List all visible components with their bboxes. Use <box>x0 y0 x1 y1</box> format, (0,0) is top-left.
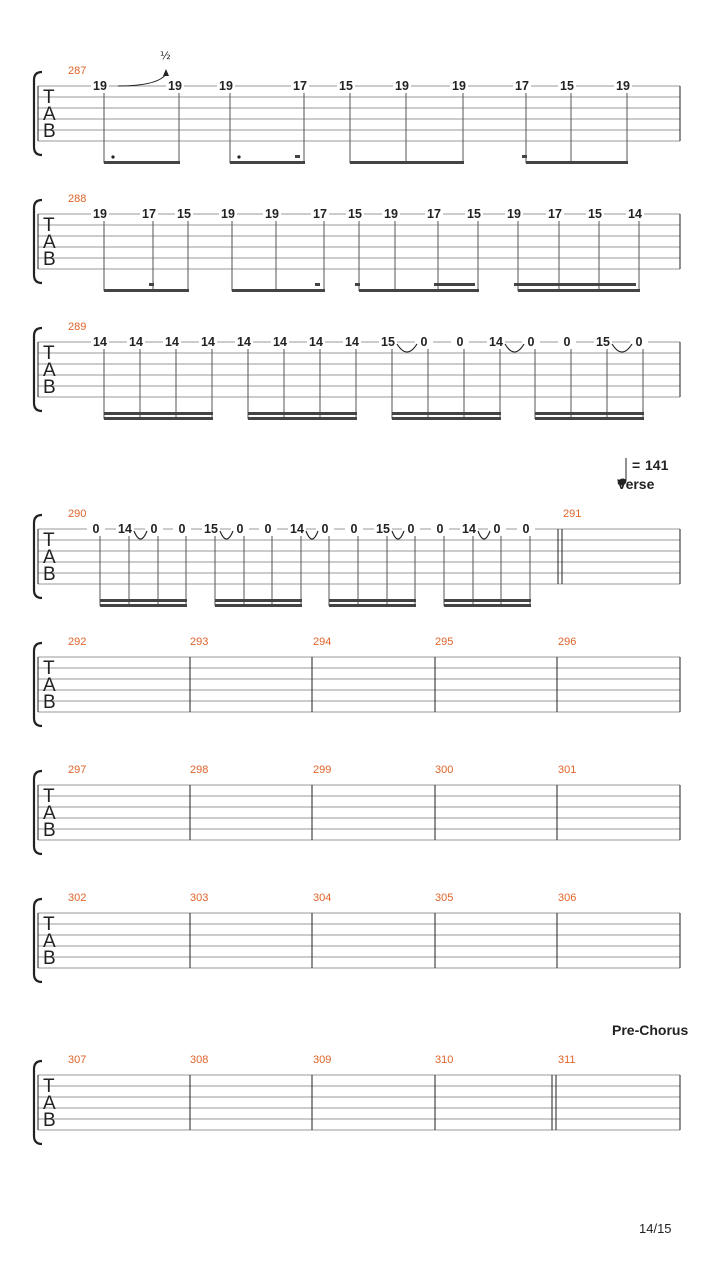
fret-number: 0 <box>321 522 329 536</box>
svg-text:B: B <box>43 820 56 841</box>
svg-text:A: A <box>43 360 56 381</box>
fret-number: 19 <box>395 79 409 93</box>
fret-number: 14 <box>345 335 359 349</box>
measure-number-302: 302 <box>68 892 87 904</box>
measure-number-306: 306 <box>558 892 577 904</box>
fret-number: 14 <box>462 522 476 536</box>
beam <box>392 412 501 415</box>
tab-clef-5 <box>43 658 56 713</box>
fret-number: 0 <box>563 335 571 349</box>
fret-number: 15 <box>560 79 574 93</box>
svg-text:B: B <box>43 377 56 398</box>
bend-arrow-icon <box>163 69 169 76</box>
tie-arc <box>505 344 524 352</box>
fret-number: 0 <box>456 335 464 349</box>
fret-number: 0 <box>522 522 530 536</box>
tie-arc <box>397 344 417 352</box>
fret-number: 19 <box>507 207 521 221</box>
staff-systems <box>34 72 680 1144</box>
fret-number: 19 <box>168 79 182 93</box>
partial-beam <box>295 155 300 158</box>
fret-number: 17 <box>515 79 529 93</box>
page-number: 14/15 <box>639 1221 672 1236</box>
measure-number-307: 307 <box>68 1054 87 1066</box>
measure-number-298: 298 <box>190 764 209 776</box>
fret-number: 14 <box>165 335 179 349</box>
rhythm-dot <box>111 155 114 158</box>
measure-number-303: 303 <box>190 892 209 904</box>
fret-number: 17 <box>142 207 156 221</box>
fret-number: 17 <box>427 207 441 221</box>
svg-text:B: B <box>43 564 56 585</box>
svg-text:A: A <box>43 104 56 125</box>
beam <box>248 412 357 415</box>
svg-text:T: T <box>43 530 55 551</box>
beam <box>100 604 187 607</box>
section-label-pre-chorus: Pre-Chorus <box>612 1022 689 1038</box>
partial-beam <box>522 155 527 158</box>
fret-number: 0 <box>178 522 186 536</box>
measure-number-297: 297 <box>68 764 87 776</box>
fret-number: 0 <box>436 522 444 536</box>
beam <box>535 412 644 415</box>
fret-number: 19 <box>616 79 630 93</box>
fret-number: 19 <box>93 207 107 221</box>
measure-number-299: 299 <box>313 764 332 776</box>
fret-number: 19 <box>219 79 233 93</box>
measure-number-288: 288 <box>68 193 87 205</box>
tab-clef-3 <box>43 343 56 398</box>
svg-text:A: A <box>43 931 56 952</box>
fret-number: 19 <box>221 207 235 221</box>
tie-arc <box>612 344 632 352</box>
svg-text:T: T <box>43 914 55 935</box>
fret-number: 19 <box>93 79 107 93</box>
fret-number: 0 <box>527 335 535 349</box>
beam <box>329 599 416 602</box>
measure-number-294: 294 <box>313 636 332 648</box>
svg-text:B: B <box>43 121 56 142</box>
fret-number: 14 <box>237 335 251 349</box>
beam <box>248 417 357 420</box>
section-label-verse: Verse <box>617 476 655 492</box>
fret-number: 0 <box>493 522 501 536</box>
svg-text:A: A <box>43 232 56 253</box>
beam <box>104 161 180 164</box>
beam <box>215 604 302 607</box>
fret-number: 14 <box>489 335 503 349</box>
tab-clef-6 <box>43 786 56 841</box>
svg-text:B: B <box>43 948 56 969</box>
fret-number: 19 <box>384 207 398 221</box>
fret-number: 19 <box>452 79 466 93</box>
beam <box>535 417 644 420</box>
measure-number-289: 289 <box>68 321 87 333</box>
beam <box>526 161 628 164</box>
fret-number: 0 <box>350 522 358 536</box>
staff-system-7 <box>34 899 680 982</box>
svg-text:A: A <box>43 803 56 824</box>
svg-text:T: T <box>43 215 55 236</box>
staff-system-6 <box>34 771 680 854</box>
beam <box>100 599 187 602</box>
fret-number: 14 <box>273 335 287 349</box>
tempo-value: 141 <box>645 457 669 473</box>
beam <box>104 289 189 292</box>
measure-number-290: 290 <box>68 508 87 520</box>
fret-number: 0 <box>264 522 272 536</box>
measure-number-301: 301 <box>558 764 577 776</box>
tab-clef-8 <box>43 1076 56 1131</box>
fret-number: 14 <box>118 522 132 536</box>
svg-text:A: A <box>43 675 56 696</box>
svg-text:A: A <box>43 1093 56 1114</box>
fret-number: 15 <box>596 335 610 349</box>
fret-number: 15 <box>339 79 353 93</box>
bend-curve <box>118 74 166 86</box>
fret-number: 0 <box>420 335 428 349</box>
tempo-equals: = <box>632 457 641 473</box>
tab-clef-2 <box>43 215 56 270</box>
fret-number: 17 <box>313 207 327 221</box>
beam <box>329 604 416 607</box>
beam <box>444 599 531 602</box>
partial-beam <box>149 283 154 286</box>
measure-288-notes <box>91 206 644 292</box>
fret-number: 0 <box>92 522 100 536</box>
beam <box>230 161 305 164</box>
partial-beam <box>315 283 320 286</box>
measure-number-295: 295 <box>435 636 454 648</box>
measure-number-293: 293 <box>190 636 209 648</box>
fret-number: 15 <box>381 335 395 349</box>
rhythm-dot <box>237 155 240 158</box>
measure-number-300: 300 <box>435 764 454 776</box>
staff-system-5 <box>34 643 680 726</box>
fret-number: 14 <box>290 522 304 536</box>
svg-text:T: T <box>43 343 55 364</box>
svg-text:T: T <box>43 1076 55 1097</box>
tab-clef-4 <box>43 530 56 585</box>
fret-number: 15 <box>348 207 362 221</box>
staff-system-8 <box>34 1061 680 1144</box>
tab-clef-7 <box>43 914 56 969</box>
staff-system-1 <box>34 72 680 155</box>
fret-number: 14 <box>309 335 323 349</box>
svg-text:T: T <box>43 87 55 108</box>
fret-number: 15 <box>467 207 481 221</box>
beam <box>359 289 479 292</box>
fret-number: 15 <box>204 522 218 536</box>
beam <box>518 289 640 292</box>
beam <box>104 417 213 420</box>
beam <box>215 599 302 602</box>
fret-number: 15 <box>376 522 390 536</box>
fret-number: 19 <box>265 207 279 221</box>
fret-number: 0 <box>407 522 415 536</box>
beam <box>444 604 531 607</box>
measure-290-notes <box>87 521 535 607</box>
svg-text:B: B <box>43 1110 56 1131</box>
measure-number-292: 292 <box>68 636 87 648</box>
fret-number: 17 <box>293 79 307 93</box>
fret-number: 14 <box>93 335 107 349</box>
measure-number-291: 291 <box>563 508 582 520</box>
measure-number-308: 308 <box>190 1054 209 1066</box>
measure-289-notes <box>91 334 648 420</box>
fret-number: 14 <box>129 335 143 349</box>
measure-number-309: 309 <box>313 1054 332 1066</box>
fret-number: 0 <box>150 522 158 536</box>
fret-number: 14 <box>628 207 642 221</box>
svg-text:B: B <box>43 249 56 270</box>
measure-number-311: 311 <box>558 1054 576 1066</box>
beam <box>392 417 501 420</box>
fret-number: 0 <box>236 522 244 536</box>
fret-number: 0 <box>635 335 643 349</box>
measure-number-287: 287 <box>68 65 87 77</box>
measure-number-310: 310 <box>435 1054 454 1066</box>
fret-number: 17 <box>548 207 562 221</box>
partial-beam <box>355 283 360 286</box>
svg-text:A: A <box>43 547 56 568</box>
fret-number: 15 <box>588 207 602 221</box>
beam <box>232 289 325 292</box>
beam <box>104 412 213 415</box>
fret-number: 15 <box>177 207 191 221</box>
measure-287-notes <box>91 78 632 164</box>
beam <box>350 161 464 164</box>
svg-text:B: B <box>43 692 56 713</box>
tab-clef-1 <box>43 87 56 142</box>
svg-text:T: T <box>43 658 55 679</box>
secondary-beam <box>434 283 475 286</box>
measure-number-296: 296 <box>558 636 577 648</box>
svg-text:T: T <box>43 786 55 807</box>
bend-amount-label: ½ <box>160 49 171 62</box>
secondary-beam <box>514 283 636 286</box>
measure-number-305: 305 <box>435 892 454 904</box>
measure-number-304: 304 <box>313 892 332 904</box>
fret-number: 14 <box>201 335 215 349</box>
